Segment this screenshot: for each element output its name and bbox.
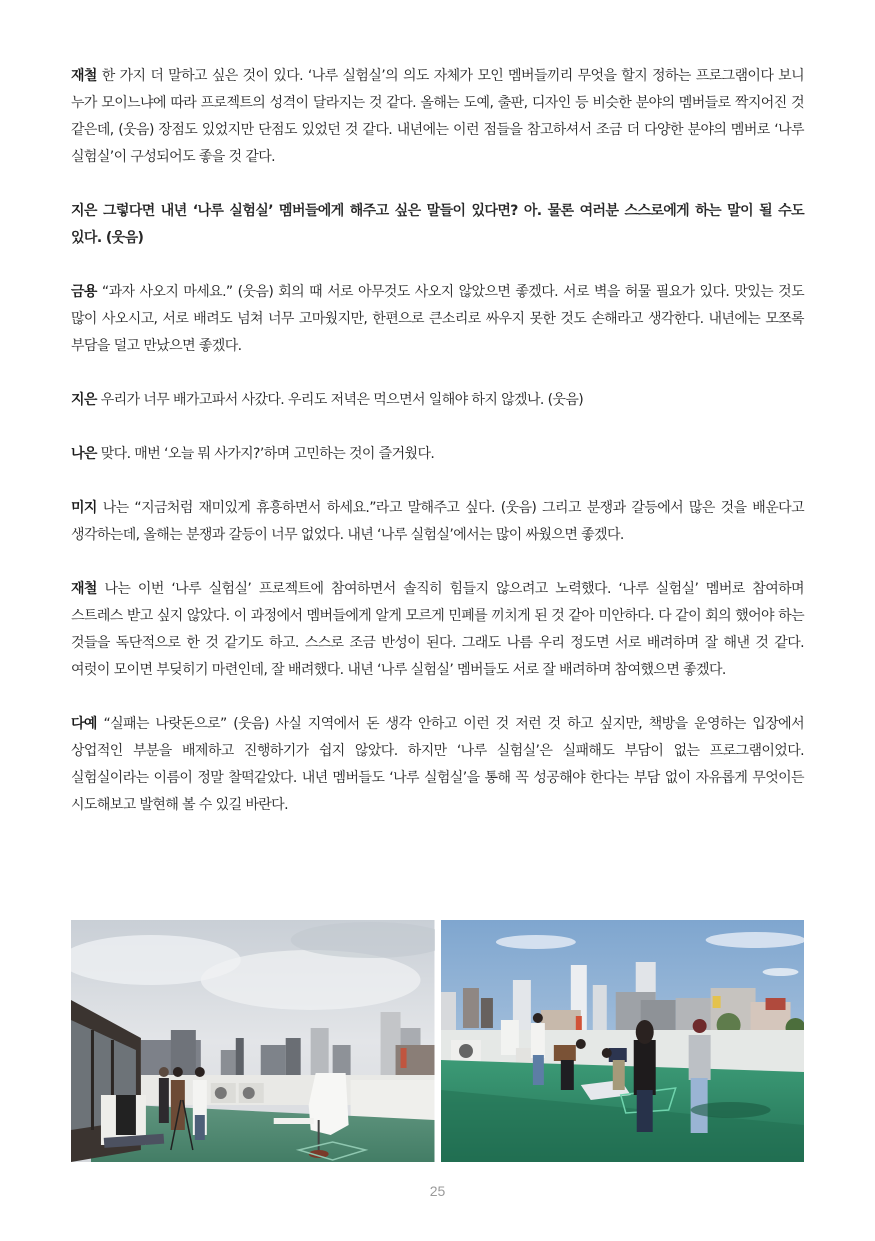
- paragraph-jaecheol-2: [71, 576, 804, 684]
- interview-text: [71, 63, 804, 846]
- speaker-name: 재철: [71, 581, 97, 597]
- rooftop-photo-image-icon: [71, 920, 435, 1162]
- speaker-name: 금용: [71, 284, 97, 300]
- rooftop-group-image-icon: [441, 920, 805, 1162]
- photo-rooftop-group: [441, 920, 805, 1162]
- paragraph-text: “실패는 나랏돈으로” (웃음) 사실 지역에서 돈 생각 안하고 이런 것 저런 것 하고 싶지만, 책방을 운영하는 입장에서 상업적인 부분을 배제하고 진행하기가 쉽지 않았다. 하지만 ‘나루 실험실’은 실패해도 부담이 없는 프로그램이었다. 실험실이라는 이름이 정말 찰떡같았다. 내년 멤버들도 ‘나루 실험실’을 통해 꼭 성공해야 한다는 부담 없이 자유롭게 무엇이든 시도해보고 발현해 볼 수 있길 바란다.: [71, 716, 805, 813]
- speaker-name: 지은: [71, 392, 97, 408]
- paragraph-text: “과자 사오지 마세요.” (웃음) 회의 때 서로 아무것도 사오지 않았으면 좋겠다. 서로 벽을 허물 필요가 있다. 맛있는 것도 많이 사오시고, 서로 배려도 넘쳐 너무 고마웠지만, 한편으로 큰소리로 싸우지 못한 것도 손해라고 생각한다. 내년에는 모쪼록 부담을 덜고 만났으면 좋겠다.: [71, 284, 804, 354]
- speaker-name: 재철: [71, 68, 97, 84]
- speaker-name: 다예: [71, 716, 97, 732]
- speaker-name: 지은: [71, 203, 97, 219]
- paragraph-text: 우리가 너무 배가고파서 사갔다. 우리도 저녁은 먹으면서 일해야 하지 않겠나. (웃음): [100, 392, 584, 408]
- paragraph-geumyong: [71, 279, 804, 360]
- paragraph-text: 맞다. 매번 ‘오늘 뭐 사가지?’하며 고민하는 것이 즐거웠다.: [100, 446, 435, 462]
- paragraph-daye: [71, 711, 804, 819]
- photo-row: [71, 920, 804, 1162]
- speaker-name: 나은: [71, 446, 97, 462]
- paragraph-text: 한 가지 더 말하고 싶은 것이 있다. ‘나루 실험실’의 의도 자체가 모인 멤버들끼리 무엇을 할지 정하는 프로그램이다 보니 누가 모이느냐에 따라 프로젝트의 성격이 달라지는 것 같다. 올해는 도예, 출판, 디자인 등 비슷한 분야의 멤버들로 짝지어진 것 같은데, (웃음) 장점도 있었지만 단점도 있었던 것 같다. 내년에는 이런 점들을 참고하셔서 조금 더 다양한 분야의 멤버로 ‘나루 실험실’이 구성되어도 좋을 것 같다.: [71, 68, 804, 165]
- photo-rooftop-shoot: [71, 920, 435, 1162]
- paragraph-miji: [71, 495, 804, 549]
- paragraph-naeun: [71, 441, 804, 468]
- paragraph-text: 나는 “지금처럼 재미있게 휴흥하면서 하세요.”라고 말해주고 싶다. (웃음) 그리고 분쟁과 갈등에서 많은 것을 배운다고 생각하는데, 올해는 분쟁과 갈등이 너무 없었다. 내년 ‘나루 실험실’에서는 많이 싸웠으면 좋겠다.: [71, 500, 804, 543]
- paragraph-jieun-question: [71, 198, 804, 252]
- paragraph-text: 나는 이번 ‘나루 실험실’ 프로젝트에 참여하면서 솔직히 힘들지 않으려고 노력했다. ‘나루 실험실’ 멤버로 참여하며 스트레스 받고 싶지 않았다. 이 과정에서 멤버들에게 알게 모르게 민폐를 끼치게 된 것 같아 미안하다. 다 같이 회의 했어야 하는 것들을 독단적으로 한 것 같기도 하고. 스스로 조금 반성이 된다. 그래도 나름 우리 정도면 서로 배려하며 잘 해낸 것 같다. 여럿이 모이면 부딪히기 마련인데, 잘 배려했다. 내년 ‘나루 실험실’ 멤버들도 서로 잘 배려하며 참여했으면 좋겠다.: [71, 581, 804, 678]
- page-number: 25: [429, 1183, 446, 1199]
- paragraph-jieun-2: [71, 387, 804, 414]
- paragraph-jaecheol-1: [71, 63, 804, 171]
- speaker-name: 미지: [71, 500, 97, 516]
- paragraph-text: 그렇다면 내년 ‘나루 실험실’ 멤버들에게 해주고 싶은 말들이 있다면? 아. 물론 여러분 스스로에게 하는 말이 될 수도 있다. (웃음): [71, 203, 805, 246]
